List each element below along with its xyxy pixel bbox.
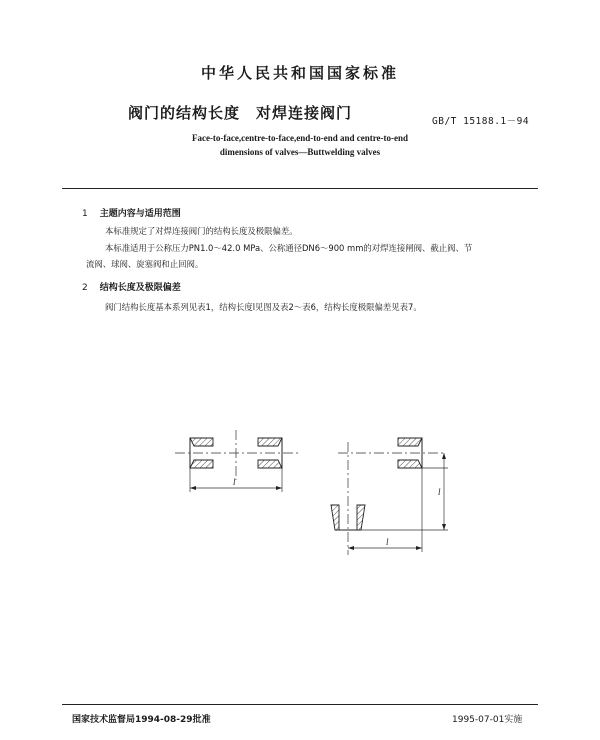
footer-divider: [62, 704, 538, 705]
english-title-line2: dimensions of valves—Buttwelding valves: [219, 147, 381, 157]
main-title: 阀门的结构长度 对焊连接阀门: [128, 104, 353, 122]
english-title-line1: Face-to-face,centre-to-face,end-to-end and centre-to-end: [191, 133, 409, 143]
standard-number: GB/T 15188.1－94: [432, 116, 530, 127]
centre-to-end-drawing: [331, 438, 448, 555]
standard-title: 中华人民共和国国家标准: [200, 64, 399, 82]
section1-number: 1: [82, 209, 88, 219]
section2-para1: 阀门结构长度基本系列见表1，结构长度l见图及表2～表6，结构长度极限偏差见表7。: [105, 302, 422, 312]
section1-para2-line1: 本标准适用于公称压力PN1.0～42.0 MPa、公称通径DN6～900 mm的对焊连接闸阀、截止阀、节: [105, 243, 473, 253]
section1-para2-line2: 流阀、球阀、旋塞阀和止回阀。: [86, 259, 204, 269]
centre-to-end-horizontal-dim-label: l: [386, 537, 389, 547]
end-to-end-dim-label: l: [233, 477, 236, 487]
section1-para1: 本标准规定了对焊连接阀门的结构长度及极限偏差。: [105, 226, 298, 236]
footer-implementation: 1995-07-01实施: [452, 715, 523, 725]
section1-heading-text: 主题内容与适用范围: [99, 209, 181, 219]
section2-number: 2: [82, 283, 88, 293]
section2-heading-text: 结构长度及极限偏差: [99, 283, 181, 293]
centre-to-end-vertical-dim-label: l: [438, 487, 441, 497]
end-to-end-drawing: [175, 430, 300, 492]
footer-approval: 国家技术监督局1994-08-29批准: [72, 715, 211, 725]
